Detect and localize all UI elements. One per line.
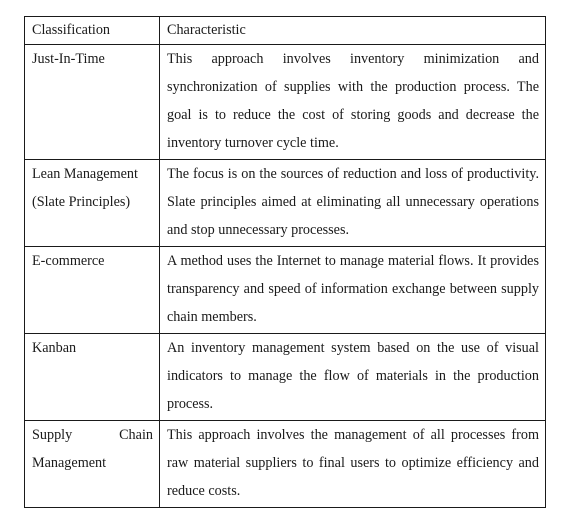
- header-characteristic: Characteristic: [160, 17, 546, 45]
- classification-cell: Supply Chain Management: [25, 421, 160, 508]
- table-row: [25, 421, 546, 508]
- classification-cell: E-commerce: [25, 247, 160, 334]
- classification-cell: Lean Management (Slate Principles): [25, 160, 160, 247]
- classification-table: [24, 16, 546, 508]
- table-row: [25, 160, 546, 247]
- characteristic-cell: A method uses the Internet to manage material flows. It provides transparency and speed of information exchange between supply chain members.: [160, 247, 546, 334]
- characteristic-cell: This approach involves the management of all processes from raw material suppliers to final users to optimize efficiency and reduce costs.: [160, 421, 546, 508]
- characteristic-cell: This approach involves inventory minimization and synchronization of supplies with the production process. The goal is to reduce the cost of storing goods and decrease the inventory turnover cycle time.: [160, 45, 546, 160]
- classification-cell: Kanban: [25, 334, 160, 421]
- classification-table-container: [24, 16, 545, 508]
- classification-cell: Just-In-Time: [25, 45, 160, 160]
- header-classification: Classification: [25, 17, 160, 45]
- characteristic-cell: An inventory management system based on the use of visual indicators to manage the flow of materials in the production process.: [160, 334, 546, 421]
- table-row: [25, 45, 546, 160]
- table-header-row: [25, 17, 546, 45]
- table-row: [25, 247, 546, 334]
- characteristic-cell: The focus is on the sources of reduction and loss of productivity. Slate principles aimed at eliminating all unnecessary operations and stop unnecessary processes.: [160, 160, 546, 247]
- table-row: [25, 334, 546, 421]
